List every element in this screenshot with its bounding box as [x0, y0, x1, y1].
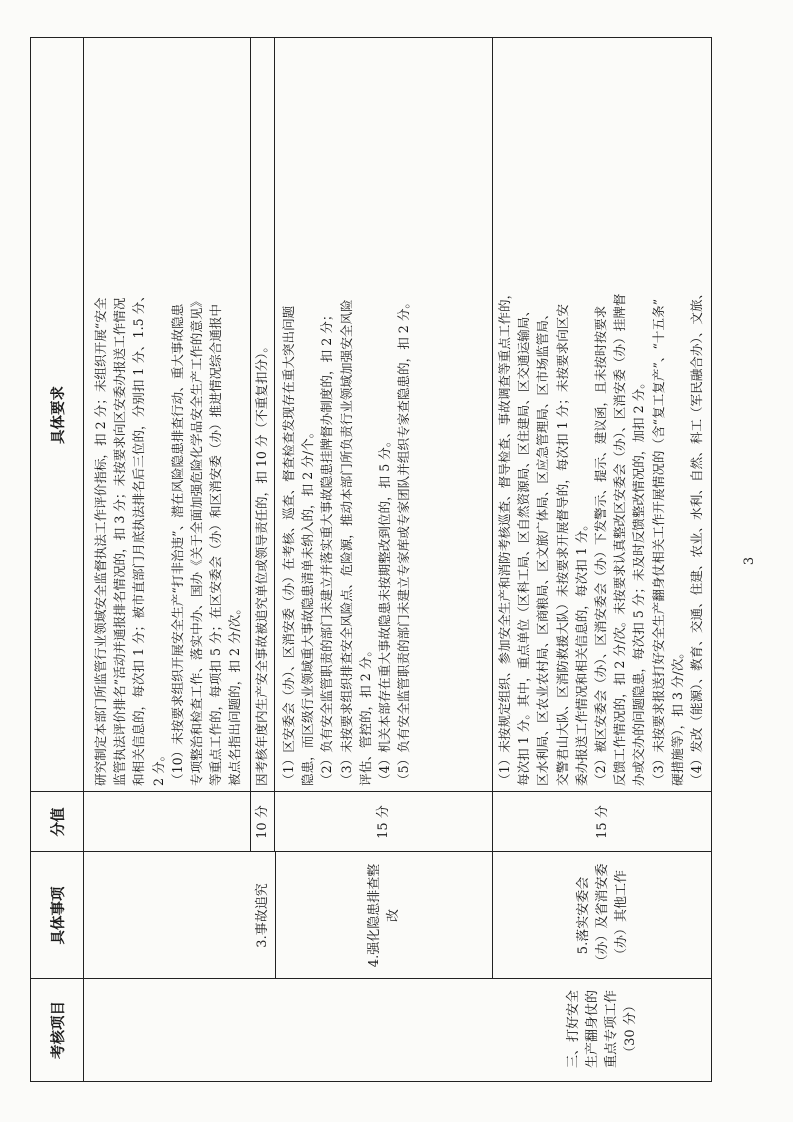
- row-divider: [274, 38, 275, 852]
- requirement-line: （1）区安委会（办）、区消安委（办）在考核、巡查、督查检查发现存在重大突出问题: [281, 305, 296, 786]
- requirement-line: （2）负有安全监管职责的部门未建立并落实重大事故隐患挂牌督办制度的，扣 2 分；: [319, 308, 335, 786]
- header-project: 考核项目: [50, 1001, 67, 1059]
- requirement-accident-accountability: [252, 38, 274, 792]
- requirement-line: 专项整治和检查工作、落实中办、国办《关于全面加强危险化学品安全生产工作的意见》: [189, 294, 205, 786]
- requirement-line: 被点名指出问题的，扣 2 分/次。: [227, 602, 243, 786]
- item-safety-committee-work: 5.落实安委会（办）及省消安委（办）其他工作: [575, 863, 629, 968]
- score-safety-committee-work: 15 分: [594, 805, 610, 839]
- project-key-special-work: 三、打好安全生产翻身仗的重点专项工作（30 分）: [566, 990, 638, 1069]
- requirement-line: （3）未按要求组织排查安全风险点、危险源，推动本部门所负责行业领域加强安全风险: [338, 299, 354, 786]
- continuation-requirement: [91, 38, 249, 792]
- requirement-line: （10）未按要求组织开展安全生产“打非治违”、潜在风险隐患排查行动、重大事故隐患: [169, 303, 185, 786]
- requirement-line: （3）未按要求报送打好安全生产翻身仗相关工作开展情况的（含“复工复产”、“十五条”: [650, 298, 666, 786]
- score-accident-accountability: 10 分: [254, 805, 270, 839]
- page-number: 3: [742, 556, 757, 566]
- requirement-safety-committee-work: [495, 38, 712, 792]
- requirement-line: 和相关信息的，每次扣 1 分；被市直部门月底执法排名后三位的，分别扣 1 分、1.5 分、: [131, 289, 147, 786]
- requirement-line: 等重点工作的，每项扣 5 分；在区安委会（办）和区消安委（办）推进情况综合通报中: [208, 304, 224, 786]
- requirement-line: 研究制定本部门所监管行业领域安全监督执法工作评价指标，扣 2 分；未组织开展“安全: [93, 297, 108, 786]
- item-hazard-rectification: 4.强化隐患排查整改: [366, 863, 401, 968]
- requirement-line: 因考核年度内生产安全事故被追究单位或领导责任的，扣 10 分（不重复扣分）。: [254, 340, 269, 786]
- score-hazard-rectification: 15 分: [375, 805, 391, 839]
- header-score: 分值: [50, 807, 67, 837]
- requirement-hazard-rectification: [279, 38, 491, 792]
- requirement-line: （1）未按规定组织、参加安全生产和消防考核巡查、督导检查、事故调查等重点工作的，: [497, 286, 512, 786]
- header-item: 具体事项: [50, 886, 67, 945]
- requirement-line: 监管执法评价排名”活动并通报排名情况的，扣 3 分；未按要求向区安委办报送工作情况: [112, 297, 128, 786]
- requirement-line: （4）机关本部存在重大事故隐患未按期整改到位的，扣 5 分。: [377, 434, 393, 786]
- requirement-line: 每次扣 1 分。其中，重点单位（区科工局、区自然资源局、区住建局、区交通运输局、: [516, 304, 532, 786]
- requirement-line: 2 分。: [150, 748, 166, 786]
- requirement-line: （2）被区安委会（办）、区消安委会（办）下发警示、提示、建议函，且未按时按要求: [593, 305, 609, 786]
- requirement-line: 隐患，而区级行业领域重大事故隐患清单未纳入的，扣 2 分/个。: [300, 425, 316, 786]
- requirement-line: （4）发改（能源）、教育、交通、住建、农业、水利、自然、科工（军民融合办）、文旅、: [689, 286, 705, 786]
- requirement-line: 交警君山大队、区消防救援大队）未按要求开展督导的，每次扣 1 分；未按要求向区安: [554, 304, 570, 786]
- requirement-line: 评估、管控的，扣 2 分。: [357, 644, 373, 786]
- requirement-line: 区水利局、区农业农村局、区商粮局、区文旅广体局、区应急管理局、区市场监管局、: [535, 307, 551, 786]
- item-accident-accountability: 3.事故追究: [255, 883, 270, 948]
- row-divider: [250, 38, 251, 852]
- requirement-line: （5）负有安全监管职责的部门未建立专家库或专家团队并组织专家查隐患的，扣 2 分。: [396, 295, 412, 786]
- requirement-line: 反馈工作情况的，扣 2 分/次。未按要求认真整改区安委会（办）、区消安委（办）挂牌督: [612, 293, 628, 786]
- requirement-line: 办或交办的问题隐患，每次扣 5 分；未及时反馈整改情况的，加扣 2 分。: [631, 376, 647, 786]
- header-requirement: 具体要求: [50, 386, 67, 444]
- requirement-line: 委办报送工作情况和相关信息的，每次扣 1 分。: [573, 518, 589, 786]
- requirement-line: 硬措施等），扣 3 分/次。: [669, 646, 685, 786]
- row-divider: [83, 38, 84, 1081]
- assessment-table: [30, 37, 712, 1082]
- column-divider: [31, 978, 711, 979]
